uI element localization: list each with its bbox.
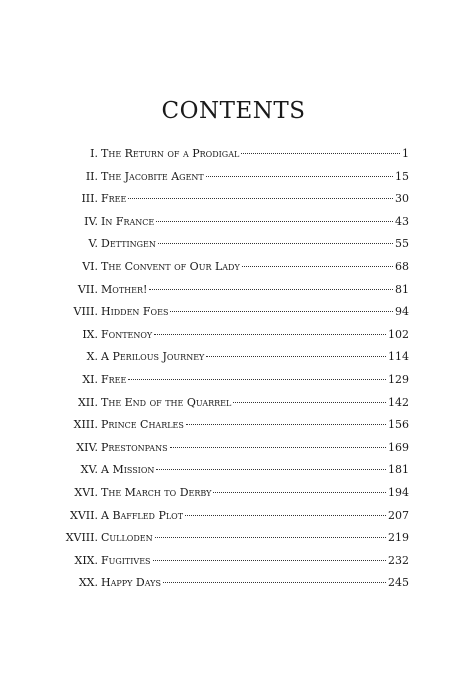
chapter-numeral: V.: [88, 237, 98, 251]
toc-entry[interactable]: [0, 462, 467, 478]
chapter-title: The Jacobite Agent: [101, 169, 204, 183]
toc-entry[interactable]: [0, 191, 467, 207]
chapter-numeral: XII.: [77, 395, 98, 409]
dot-leader: [163, 582, 386, 583]
page-number: 142: [388, 395, 409, 409]
dot-leader: [170, 311, 393, 312]
chapter-title: Fontenoy: [101, 327, 153, 341]
toc-entry[interactable]: [0, 485, 467, 501]
toc-entry[interactable]: [0, 282, 467, 298]
chapter-numeral: XI.: [82, 373, 98, 386]
chapter-title: Happy Days: [101, 576, 161, 590]
page-number: 55: [395, 237, 409, 251]
toc-entry[interactable]: [0, 214, 467, 230]
chapter-title: Fugitives: [101, 553, 151, 567]
chapter-title: Free: [101, 373, 127, 386]
chapter-numeral: XVI.: [74, 486, 98, 499]
chapter-numeral: IV.: [84, 214, 98, 228]
toc-entry[interactable]: [0, 440, 467, 456]
page-number: 114: [388, 350, 409, 364]
dot-leader: [156, 221, 393, 222]
toc-entry[interactable]: [0, 372, 467, 388]
chapter-numeral: XIV.: [76, 440, 98, 454]
dot-leader: [153, 560, 386, 561]
page-number: 245: [388, 576, 409, 590]
chapter-title: Dettingen: [101, 237, 156, 251]
page-number: 68: [395, 260, 409, 273]
chapter-numeral: IX.: [82, 327, 98, 341]
page-number: 102: [388, 327, 409, 341]
toc-entry[interactable]: [0, 530, 467, 546]
chapter-numeral: VIII.: [73, 305, 98, 319]
page-number: 169: [388, 440, 409, 454]
dot-leader: [158, 243, 393, 244]
chapter-title: Prestonpans: [101, 440, 168, 454]
toc-entry[interactable]: [0, 304, 467, 320]
page-number: 207: [388, 508, 409, 522]
dot-leader: [206, 176, 393, 177]
page-number: 156: [388, 418, 409, 432]
chapter-numeral: XIII.: [73, 418, 98, 432]
page-number: 43: [395, 214, 409, 228]
dot-leader: [241, 153, 400, 154]
page-number: 94: [395, 305, 409, 319]
chapter-title: Mother!: [101, 282, 148, 296]
dot-leader: [186, 424, 386, 425]
toc-entry[interactable]: [0, 349, 467, 365]
dot-leader: [185, 515, 386, 516]
dot-leader: [233, 402, 386, 403]
page-number: 81: [395, 282, 409, 296]
chapter-title: Prince Charles: [101, 418, 184, 432]
dot-leader: [128, 379, 386, 380]
chapter-numeral: III.: [81, 192, 98, 206]
chapter-title: The March to Derby: [101, 486, 212, 499]
chapter-numeral: VI.: [82, 260, 98, 273]
chapter-numeral: II.: [85, 169, 98, 183]
chapter-numeral: XX.: [78, 576, 98, 590]
chapter-title: A Mission: [101, 463, 155, 477]
page-number: 181: [388, 463, 409, 477]
dot-leader: [242, 266, 393, 267]
dot-leader: [170, 447, 386, 448]
toc-entry[interactable]: [0, 169, 467, 185]
chapter-numeral: XV.: [80, 463, 98, 477]
dot-leader: [149, 289, 393, 290]
chapter-numeral: XVIII.: [65, 531, 98, 545]
contents-heading: CONTENTS: [161, 98, 306, 124]
toc-entry[interactable]: [0, 327, 467, 343]
dot-leader: [156, 469, 386, 470]
chapter-title: A Baffled Plot: [101, 508, 184, 522]
page-number: 30: [395, 192, 409, 206]
toc-entry[interactable]: [0, 146, 467, 162]
page-number: 1: [402, 147, 409, 160]
page-number: 129: [388, 373, 409, 386]
dot-leader: [154, 334, 386, 335]
page-number: 194: [388, 486, 409, 499]
chapter-numeral: I.: [90, 147, 98, 160]
toc-entry[interactable]: [0, 508, 467, 524]
chapter-title: Free: [101, 192, 127, 206]
toc-entry[interactable]: [0, 236, 467, 252]
dot-leader: [155, 537, 386, 538]
page-number: 232: [388, 553, 409, 567]
chapter-numeral: XVII.: [70, 508, 98, 522]
chapter-title: A Perilous Journey: [101, 350, 205, 364]
chapter-numeral: XIX.: [74, 553, 98, 567]
chapter-title: Culloden: [101, 531, 153, 545]
chapter-title: The End of the Quarrel: [101, 395, 232, 409]
chapter-title: The Return of a Prodigal: [101, 147, 240, 160]
toc-entry[interactable]: [0, 417, 467, 433]
toc-entry[interactable]: [0, 395, 467, 411]
page-number: 15: [395, 169, 409, 183]
chapter-numeral: VII.: [77, 282, 98, 296]
toc-entry[interactable]: [0, 259, 467, 275]
page-number: 219: [388, 531, 409, 545]
chapter-title: The Convent of Our Lady: [101, 260, 240, 273]
dot-leader: [213, 492, 386, 493]
chapter-numeral: X.: [86, 350, 98, 364]
chapter-title: In France: [101, 214, 155, 228]
dot-leader: [206, 356, 386, 357]
chapter-title: Hidden Foes: [101, 305, 169, 319]
toc-entry[interactable]: [0, 553, 467, 569]
toc-entry[interactable]: [0, 575, 467, 591]
dot-leader: [128, 198, 393, 199]
